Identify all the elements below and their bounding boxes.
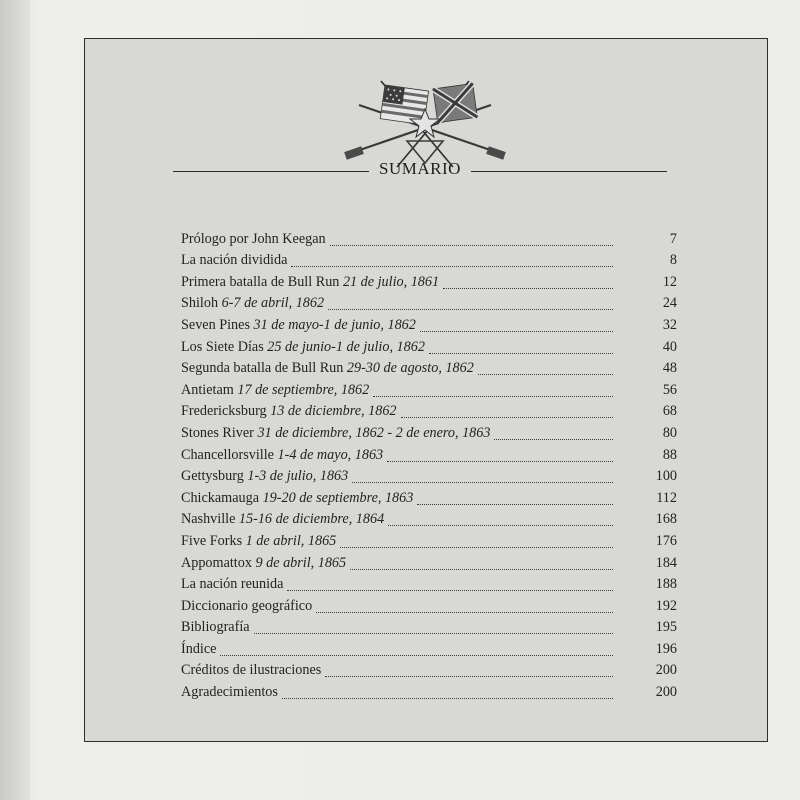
toc-entry-date: 29-30 de agosto, 1862 — [346, 360, 474, 377]
toc-entry-date: 31 de diciembre, 1862 - 2 de enero, 1863 — [257, 424, 491, 441]
toc-entry-name: Agradecimientos — [181, 684, 278, 701]
toc-page-number: 200 — [655, 684, 677, 701]
toc-entry-name: Segunda batalla de Bull Run — [181, 360, 344, 377]
toc-page-number: 7 — [669, 230, 677, 247]
heading-row — [173, 159, 667, 185]
toc-entry-title — [181, 252, 287, 269]
toc-entry-title — [181, 684, 278, 701]
toc-entry-name: La nación reunida — [181, 576, 284, 593]
toc-page-number: 100 — [655, 468, 677, 485]
toc-entry — [181, 445, 677, 467]
toc-entry-title — [181, 425, 490, 442]
toc-entry-title — [181, 382, 369, 399]
toc-entry-title — [181, 295, 324, 312]
toc-page-number: 40 — [662, 338, 677, 355]
toc-entry-name: Antietam — [181, 381, 234, 398]
book-gutter — [0, 0, 30, 800]
toc-entry-name: Índice — [181, 640, 217, 657]
toc-entry — [181, 315, 677, 337]
toc-entry-title — [181, 360, 474, 377]
page-title: SUMARIO — [379, 159, 461, 178]
toc-entry-title — [181, 490, 413, 507]
toc-entry-title — [181, 274, 439, 291]
toc-entry-title — [181, 511, 384, 528]
toc-entry-name: Five Forks — [181, 532, 243, 549]
toc-dot-leader — [325, 676, 613, 677]
toc-entry-name: Chickamauga — [181, 489, 260, 506]
toc-entry-date: 19-20 de septiembre, 1863 — [262, 489, 414, 506]
toc-entry-title — [181, 231, 326, 248]
toc-dot-leader — [291, 266, 613, 267]
toc-entry — [181, 294, 677, 316]
toc-dot-leader — [352, 482, 613, 483]
toc-entry-date: 31 de mayo-1 de junio, 1862 — [253, 316, 416, 333]
toc-entry-name: Seven Pines — [181, 316, 250, 333]
toc-dot-leader — [350, 569, 613, 570]
toc-page-number: 192 — [655, 597, 677, 614]
toc-entry — [181, 682, 677, 704]
toc-page-number: 196 — [655, 640, 677, 657]
toc-dot-leader — [328, 309, 613, 310]
toc-entry-name: Prólogo por John Keegan — [181, 230, 326, 247]
toc-entry-date: 21 de julio, 1861 — [342, 273, 440, 290]
toc-page-number: 200 — [655, 662, 677, 679]
toc-entry — [181, 488, 677, 510]
toc-entry-date: 13 de diciembre, 1862 — [270, 403, 397, 420]
toc-entry-title — [181, 403, 397, 420]
toc-entry — [181, 251, 677, 273]
toc-page-number: 195 — [655, 619, 677, 636]
toc-entry — [181, 639, 677, 661]
toc-page-number: 12 — [662, 273, 677, 290]
toc-entry-name: Shiloh — [181, 295, 219, 312]
heading-rule-left — [173, 171, 369, 172]
toc-entry-title — [181, 317, 416, 334]
toc-dot-leader — [330, 245, 613, 246]
toc-dot-leader — [478, 374, 613, 375]
toc-entry — [181, 531, 677, 553]
toc-entry — [181, 380, 677, 402]
toc-page-number: 24 — [662, 295, 677, 312]
toc-entry-title — [181, 598, 312, 615]
toc-entry — [181, 402, 677, 424]
toc-entry-date: 6-7 de abril, 1862 — [221, 295, 325, 312]
toc-page-number: 112 — [656, 489, 677, 506]
toc-entry-name: Fredericksburg — [181, 403, 267, 420]
toc-entry — [181, 575, 677, 597]
toc-dot-leader — [254, 633, 613, 634]
toc-entry-title — [181, 533, 336, 550]
toc-dot-leader — [401, 417, 613, 418]
toc-entry-date: 15-16 de diciembre, 1864 — [238, 511, 385, 528]
toc-entry-date: 25 de junio-1 de julio, 1862 — [267, 338, 425, 355]
toc-entry-name: Créditos de ilustraciones — [181, 662, 322, 679]
toc-page-number: 184 — [655, 554, 677, 571]
toc-entry — [181, 423, 677, 445]
toc-dot-leader — [429, 353, 613, 354]
toc-entry-name: Appomattox — [181, 554, 252, 571]
toc-entry — [181, 510, 677, 532]
toc-entry-date: 17 de septiembre, 1862 — [237, 381, 370, 398]
toc-entry-name: Chancellorsville — [181, 446, 274, 463]
toc-page-number: 68 — [662, 403, 677, 420]
toc-entry-date: 1 de abril, 1865 — [245, 532, 337, 549]
toc-entry — [181, 337, 677, 359]
toc-page-number: 80 — [662, 424, 677, 441]
toc-dot-leader — [420, 331, 613, 332]
toc-page-number: 48 — [662, 360, 677, 377]
toc-entry-date: 9 de abril, 1865 — [255, 554, 347, 571]
toc-dot-leader — [494, 439, 613, 440]
toc-entry-name: Los Siete Días — [181, 338, 264, 355]
toc-entry-title — [181, 619, 250, 636]
toc-entry — [181, 229, 677, 251]
toc-entry-title — [181, 468, 348, 485]
toc-entry-name: La nación dividida — [181, 252, 288, 269]
toc-page-number: 56 — [662, 381, 677, 398]
toc-dot-leader — [443, 288, 613, 289]
toc-dot-leader — [417, 504, 613, 505]
toc-entry — [181, 553, 677, 575]
toc-page-number: 168 — [655, 511, 677, 528]
toc-dot-leader — [388, 525, 613, 526]
toc-entry-date: 1-4 de mayo, 1863 — [277, 446, 384, 463]
toc-entry-title — [181, 662, 321, 679]
toc-entry-name: Primera batalla de Bull Run — [181, 273, 340, 290]
toc-entry — [181, 272, 677, 294]
toc-entry-title — [181, 447, 383, 464]
toc-entry — [181, 596, 677, 618]
toc-dot-leader — [387, 461, 613, 462]
toc-entry-title — [181, 555, 346, 572]
toc-page-number: 176 — [655, 532, 677, 549]
toc-dot-leader — [287, 590, 613, 591]
toc-entry-name: Bibliografía — [181, 619, 250, 636]
heading-rule-right — [471, 171, 667, 172]
toc-entry — [181, 359, 677, 381]
toc-entry-name: Gettysburg — [181, 468, 244, 485]
toc-page-number: 88 — [662, 446, 677, 463]
toc-page-number: 188 — [655, 576, 677, 593]
toc-dot-leader — [373, 396, 613, 397]
toc-entry-name: Diccionario geográfico — [181, 597, 313, 614]
toc-dot-leader — [340, 547, 613, 548]
toc-entry-title — [181, 576, 283, 593]
toc-dot-leader — [316, 612, 613, 613]
toc-entry-date: 1-3 de julio, 1863 — [247, 468, 349, 485]
toc-dot-leader — [282, 698, 613, 699]
toc-entry-name: Stones River — [181, 424, 254, 441]
toc-page-number: 32 — [662, 316, 677, 333]
table-of-contents — [181, 229, 677, 704]
toc-entry — [181, 618, 677, 640]
toc-dot-leader — [220, 655, 613, 656]
toc-page-number: 8 — [669, 252, 677, 269]
toc-entry — [181, 661, 677, 683]
crossed-flags-emblem-icon — [341, 75, 509, 171]
toc-entry — [181, 467, 677, 489]
toc-entry-title — [181, 641, 216, 658]
contents-frame — [84, 38, 768, 742]
toc-entry-name: Nashville — [181, 511, 236, 528]
toc-entry-title — [181, 339, 425, 356]
